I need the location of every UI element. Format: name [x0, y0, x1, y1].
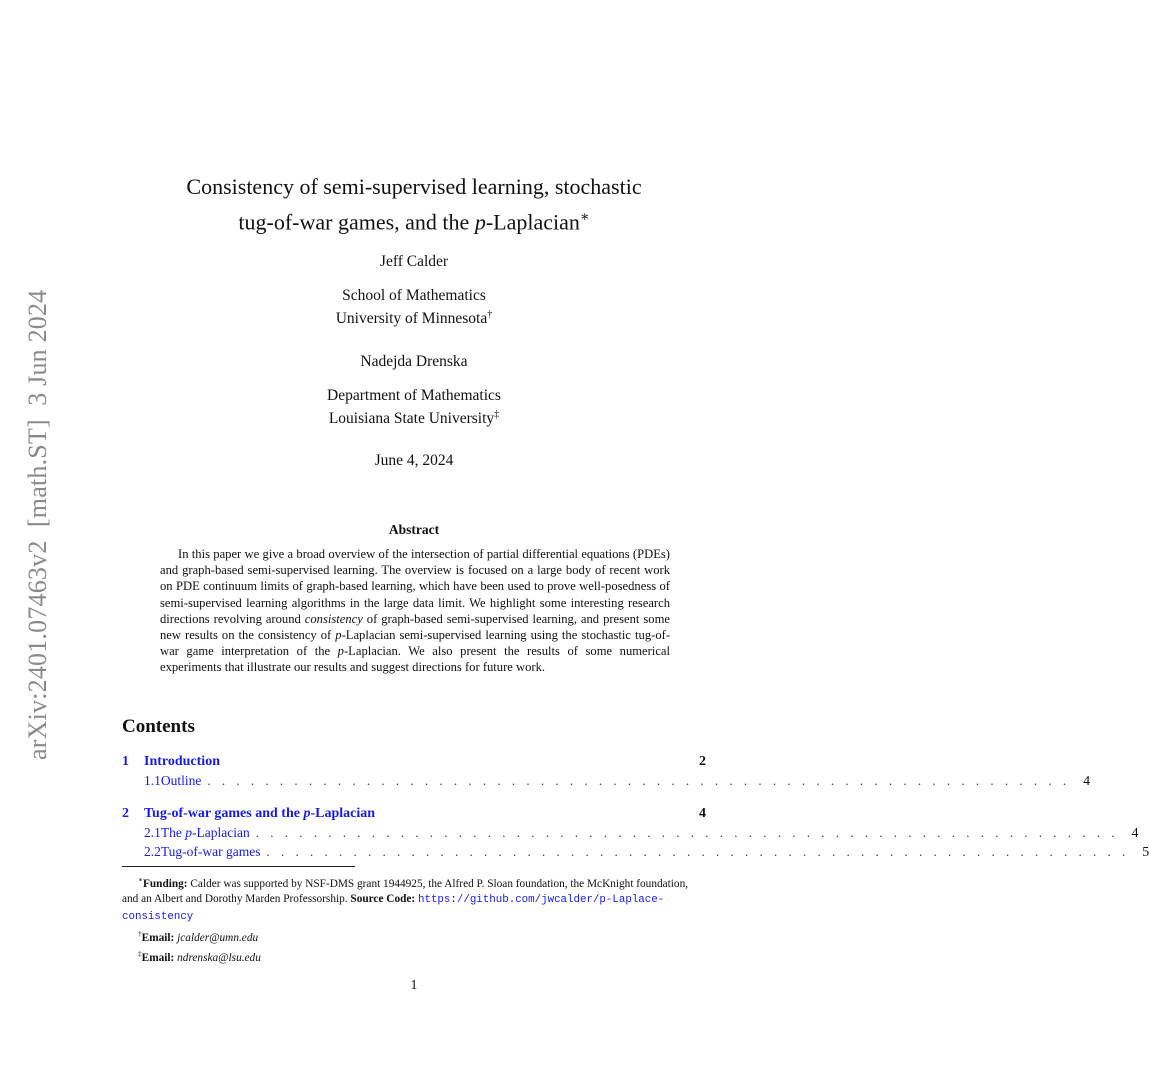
contents-heading: Contents	[122, 716, 195, 737]
author-name: Nadejda Drenska	[360, 353, 468, 370]
author-affiliation: School of Mathematics University of Minnesota†	[335, 287, 493, 328]
title-line-2: tug-of-war games, and the p-Laplacian∗	[238, 209, 590, 235]
arxiv-stamp: arXiv:2401.07463v2 [math.ST] 3 Jun 2024	[23, 289, 52, 760]
toc-entry-introduction[interactable]: 1 Introduction 2	[122, 754, 706, 769]
abstract-body: In this paper we give a broad overview of the intersection of partial differential equations (PDEs) and graph-based semi-supervised learning. The overview is focused on a large body of recent work on PDE continuum limits of graph-based learning, which have been used to prove well-posedness of semi-supervised learning algorithms in the large data limit. We highlight some interesting research directions revolving around consistency of graph-based semi-supervised learning, and present some new results on the consistency of p-Laplacian semi-supervised learning using the stochastic tug-of-war game interpretation of the p-Laplacian. We also present the results of some numerical experiments that illustrate our results and suggest directions for future work.	[160, 547, 671, 675]
abstract-heading: Abstract	[388, 522, 440, 537]
title-footnote-mark: ∗	[579, 209, 590, 225]
toc-leader-dots: . . . . . . . . . . . . . . . . . . . . . . . . . . . . . . . . . . . . . . . . . . . . . . . . . . . . . . . . . . . .	[255, 825, 1119, 840]
paper-date: June 4, 2024	[374, 452, 454, 469]
author-affiliation: Department of Mathematics Louisiana State University‡	[327, 387, 501, 428]
toc-leader-dots: . . . . . . . . . . . . . . . . . . . . . . . . . . . . . . . . . . . . . . . . . . . . . . . . . . . . . . . . . . . .	[266, 844, 1130, 859]
source-code-link[interactable]: com/jwcalder/p-Laplace-consistency	[122, 894, 665, 923]
page-number: 1	[410, 978, 418, 993]
source-code-link[interactable]: https://github.	[417, 894, 516, 907]
footnote-rule	[122, 866, 355, 867]
toc-entry-tug-of-war-games[interactable]: 2.2 Tug-of-war games . . . . . . . . . . . . . . . . . . . . . . . . . . . . . . . . . . . . . . . . . . . . . . . . . . . . . . . . . . . . 5	[144, 844, 1149, 860]
toc-leader-dots: . . . . . . . . . . . . . . . . . . . . . . . . . . . . . . . . . . . . . . . . . . . . . . . . . . . . . . . . . . . .	[207, 773, 1071, 788]
toc-entry-outline[interactable]: 1.1 Outline . . . . . . . . . . . . . . . . . . . . . . . . . . . . . . . . . . . . . . . . . . . . . . . . . . . . . . . . . . . . 4	[144, 773, 1091, 789]
email-link[interactable]: ndrenska@lsu.edu	[177, 951, 261, 964]
toc-entry-tug-of-war-section[interactable]: 2 Tug-of-war games and the p-Laplacian 4	[122, 806, 706, 821]
author-name: Jeff Calder	[379, 253, 449, 270]
footnote-email-1: †Email: jcalder@umn.edu	[138, 928, 259, 944]
toc-entry-p-laplacian[interactable]: 2.1 The p-Laplacian . . . . . . . . . . . . . . . . . . . . . . . . . . . . . . . . . . . . . . . . . . . . . . . . . . . . . . . . . . . . 4	[144, 825, 1139, 841]
footnote-funding: ∗Funding: Calder was supported by NSF-DMS grant 1944925, the Alfred P. Sloan foundation, the McKnight foundation, and an Albert and Dorothy Marden Professorship. Source Code: https://github.com/jwcalder/p-Laplace-consistency	[122, 875, 689, 923]
paper-title	[120, 172, 708, 237]
footnotes	[122, 872, 706, 966]
title-line-1: Consistency of semi-supervised learning, stochastic	[186, 174, 642, 199]
email-link[interactable]: jcalder@umn.edu	[177, 931, 259, 944]
footnote-email-2: ‡Email: ndrenska@lsu.edu	[138, 948, 261, 964]
